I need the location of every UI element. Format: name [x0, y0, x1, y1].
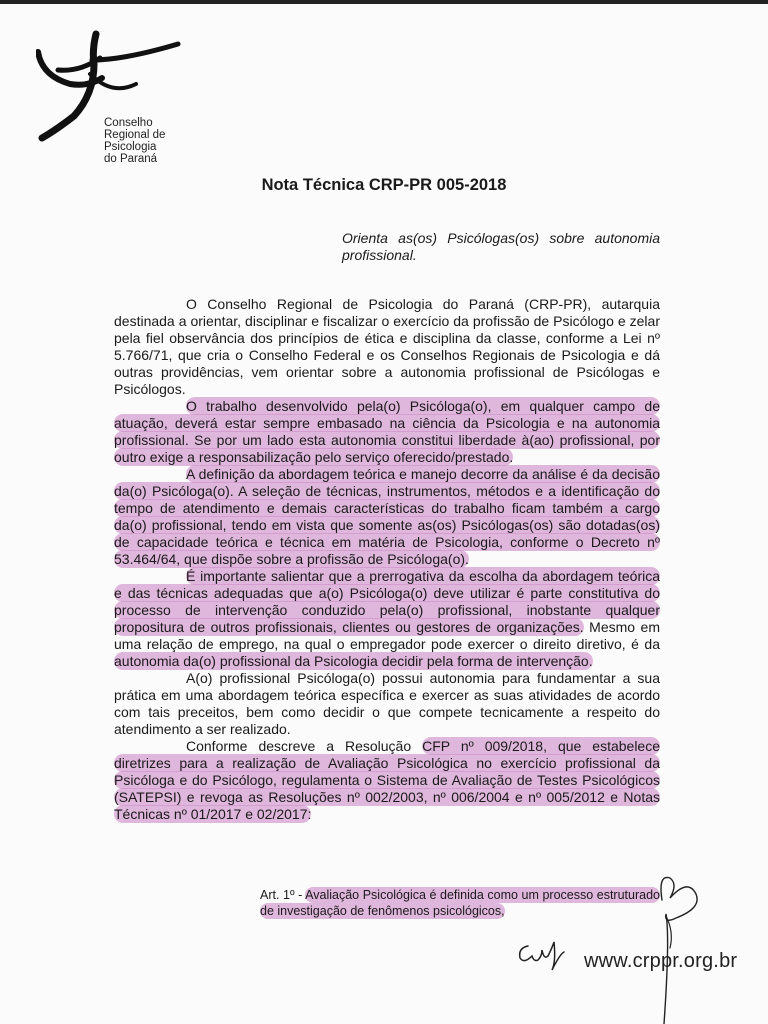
highlighted-text: É importante salientar que a prerrogativa da escolha da abordagem teórica e das técnicas adequadas que a(o) Psicóloga(o) deve utilizar é parte constitutiva do processo de intervenção conduzido pela(o) profissional, inobstante qualquer propositura de outros profissionais, clientes ou gestores de organizações.	[114, 568, 660, 635]
org-line: Psicologia	[104, 141, 157, 153]
org-name	[104, 117, 165, 165]
scan-edge	[0, 0, 768, 4]
article-quote	[260, 887, 660, 919]
highlighted-text: O trabalho desenvolvido pela(o) Psicóloga(o), em qualquer campo de atuação, deverá estar sempre embasado na ciência da Psicologia e na autonomia profissional. Se por um lado esta autonomia constitui liberdade à(ao) profissional, por outro exige a responsabilização pelo serviço oferecido/prestado.	[114, 398, 660, 465]
org-line: Regional de	[104, 129, 166, 141]
plain-text: Mesmo em uma relação de emprego, na qual o empregador pode exercer o direito diretivo, é da	[114, 619, 660, 652]
website-url: www.crppr.org.br	[584, 950, 738, 972]
org-line: Conselho	[104, 117, 153, 129]
paragraph-prerogative	[114, 568, 660, 670]
document-body	[114, 296, 660, 823]
paragraph-approach	[114, 466, 660, 568]
highlighted-text: Avaliação Psicológica é definida como um processo estruturado de investigação de fenômenos psicológicos,	[260, 888, 660, 918]
paragraph-intro: O Conselho Regional de Psicologia do Paraná (CRP-PR), autarquia destinada a orientar, disciplinar e fiscalizar o exercício da profissão de Psicólogo e zelar pela fiel observância dos princípios de ética e disciplina da classe, conforme a Lei nº 5.766/71, que cria o Conselho Federal e os Conselhos Regionais de Psicologia e dá outras providências, vem orientar sobre a autonomia profissional de Psicólogas e Psicólogos.	[114, 296, 660, 397]
document-subtitle: Orienta as(os) Psicólogas(os) sobre autonomia profissional.	[342, 230, 660, 263]
document-title: Nota Técnica CRP-PR 005-2018	[261, 176, 507, 194]
paragraph-resolution	[114, 738, 660, 823]
highlighted-text: A definição da abordagem teórica e manejo decorre da análise é da decisão da(o) Psicóloga(o). A seleção de técnicas, instrumentos, métodos e a identificação do tempo de atendimento e demais características do trabalho ficam também a cargo da(o) profissional, tendo em vista que somente as(os) Psicólogas(os) são dotadas(os) de capacidade teórica e técnica em matéria de Psicologia, conforme o Decreto nº 53.464/64, que dispõe sobre a profissão de Psicóloga(o).	[114, 466, 660, 567]
article-label: Art. 1º -	[260, 888, 306, 902]
handwritten-signature	[640, 868, 710, 1024]
org-line: do Paraná	[104, 153, 158, 165]
highlighted-text: autonomia da(o) profissional da Psicologia decidir pela forma de intervenção.	[114, 653, 593, 669]
paragraph-practice: A(o) profissional Psicóloga(o) possui autonomia para fundamentar a sua prática em uma abordagem teórica específica e exercer as suas atividades de acordo com tais preceitos, bem como decidir o que compete tecnicamente a respeito do atendimento a ser realizado.	[114, 670, 660, 737]
paragraph-work	[114, 398, 660, 466]
highlighted-text: CFP nº 009/2018, que estabelece diretrizes para a realização de Avaliação Psicológica no exercício profissional da Psicóloga e do Psicólogo, regulamenta o Sistema de Avaliação de Testes Psicológicos (SATEPSI) e revoga as Resoluções nº 002/2003, nº 006/2004 e nº 005/2012 e Notas Técnicas nº 01/2017 e 02/2017:	[114, 738, 660, 822]
plain-text: Conforme descreve a Resolução	[186, 738, 423, 754]
handwritten-initials	[514, 932, 584, 972]
